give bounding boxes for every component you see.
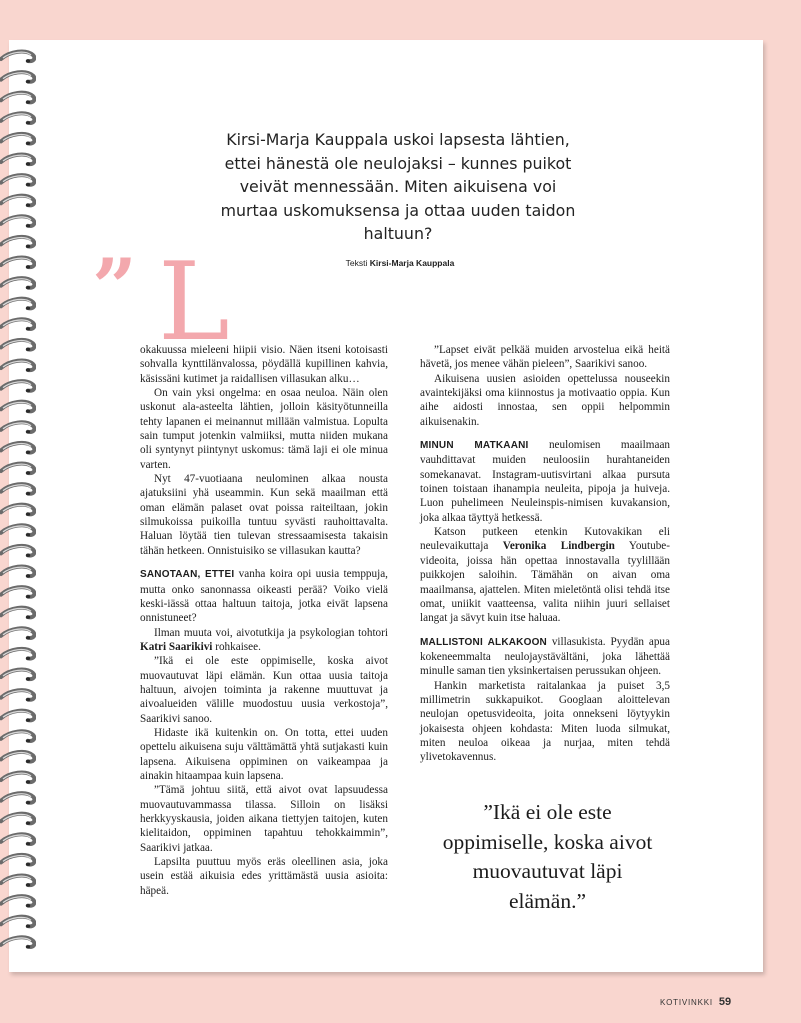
spiral-ring: [1, 937, 34, 948]
spiral-ring: [1, 402, 34, 413]
spiral-ring: [1, 175, 34, 186]
article-paragraph: ”Tämä johtuu siitä, että aivot ovat lapsuudessa muovautuvammassa tilassa. Silloin on lisäksi herkkyyskausia, joiden aikana tiettyjen taitojen, kuten kielitaidon, oppiminen tapahtuu tehokkaimmin”, Saarikivi jatkaa.: [140, 784, 388, 854]
article-column-1: [140, 343, 388, 898]
article-paragraph: Aikuisena uusien asioiden opettelussa nouseekin avaintekijäksi oma kiinnostus ja motivaatio oppia. Kun aihe aidosti innostaa, sen oppii helpommin aikuisenakin.: [420, 372, 670, 428]
spiral-ring: [1, 464, 34, 475]
article-paragraph: Nyt 47-vuotiaana neulominen alkaa nousta ajatuksiini yhä useammin. Kun sekä maailman että oman elämän palaset ovat poissa raiteiltaan, jokin silmukoissa puikoilla tuntuu syvästi rauhoittavalta. Haluan löytää tien tulevan stressaamisesta takaisin tähän hetkeen. Onnistuisiko se villasukan kautta?: [140, 473, 388, 557]
spiral-ring: [1, 258, 34, 269]
article-paragraph: Katson putkeen etenkin Kutovakikan eli neulevaikuttaja Veronika Lindbergin Youtube-videoita, joissa hän opettaa innostavalla tyylillään puikkojen saloihin. Tämähän on aivan oma maailmansa, ajattelen. Miten mieletöntä olisi tehdä itse omat, uniikit vaatteensa, valita niihin juuri sellaiset langat ja sävyt kuin itse haluaa.: [420, 526, 670, 625]
article-paragraph: SANOTAAN, ETTEI vanha koira opi uusia temppuja, mutta onko sanonnassa oikeasti perää? Voiko vielä keski-iässä ottaa haltuun taitoja, jotka eivät lapsena onnistuneet?: [140, 568, 388, 625]
spiral-ring: [1, 381, 34, 392]
spiral-ring: [1, 731, 34, 742]
spiral-ring: [1, 155, 34, 166]
article-paragraph: MINUN MATKAANI neulomisen maailmaan vauhdittavat muiden neuloosiin hurahtaneiden somekanavat. Instagram-uutisvirtani alkaa pursuta toinen toistaan ihanampia neuleita, pipoja ja huiveja. Luon puhelimeen Neuleinspis-nimisen kuvakansion, joka alkaa täyttyä hetkessä.: [420, 439, 671, 524]
spiral-ring: [1, 93, 34, 104]
spiral-ring: [1, 113, 34, 124]
intro-text: Kirsi-Marja Kauppala uskoi lapsesta lähtien, ettei hänestä ole neulojaksi – kunnes puikot veivät mennessään. Miten aikuisena voi murtaa uskomuksensa ja ottaa uuden taidon haltuun?: [220, 130, 576, 243]
spiral-ring: [1, 361, 34, 372]
subheading-lead: SANOTAAN, ETTEI: [140, 569, 235, 581]
spiral-ring: [1, 237, 34, 248]
spiral-ring: [1, 52, 34, 63]
subheading-lead: MALLISTONI ALKAKOON: [420, 636, 547, 648]
spiral-ring: [1, 546, 34, 557]
spiral-ring: [1, 773, 34, 784]
byline: [300, 258, 500, 268]
quote-mark-ornament: ”: [92, 242, 131, 333]
spiral-ring: [1, 608, 34, 619]
spiral-ring: [1, 216, 34, 227]
spiral-ring: [1, 628, 34, 639]
article-paragraph: ”Ikä ei ole este oppimiselle, koska aivot muovautuvat läpi elämän. Kun ottaa uusia taitoja haltuun, aivojen toiminta ja rakenne muuttuvat ja aivoalueiden välille muodostuu uusia verkostoja”, Saarikivi sanoo.: [140, 655, 388, 725]
spiral-binding: [0, 44, 36, 964]
article-paragraph: Ilman muuta voi, aivotutkija ja psykologian tohtori Katri Saarikivi rohkaisee.: [140, 626, 388, 653]
spiral-ring: [1, 690, 34, 701]
spiral-ring: [1, 484, 34, 495]
spiral-ring: [1, 443, 34, 454]
spiral-ring: [1, 422, 34, 433]
pull-quote: ”Ikä ei ole este oppimiselle, koska aivot muovautuvat läpi elämän.”: [442, 800, 653, 913]
byline-label: Teksti: [345, 258, 368, 268]
spiral-ring: [1, 72, 34, 83]
spiral-ring: [1, 834, 34, 845]
article-paragraph: On vain yksi ongelma: en osaa neuloa. Näin olen uskonut ala-asteelta lähtien, jolloin käsityötunneilla tehty lapanen ei meinannut millään valmistua. Lopulta sain tumput jotenkin valmiiksi, mutta niiden mukana oli syntynyt piintynyt uskomus: tämä laji ei ole minua varten.: [140, 387, 388, 471]
spiral-ring: [1, 587, 34, 598]
article-paragraph: MALLISTONI ALKAKOON villasukista. Pyydän apua kokeneemmalta neulojaystävältäni, joka lähettää minulle saman tien yksinkertaisen perussukan ohjeen.: [420, 635, 670, 678]
spiral-ring: [1, 196, 34, 207]
spiral-ring: [1, 855, 34, 866]
magazine-name: KOTIVINKKI: [660, 998, 713, 1007]
spiral-ring: [1, 649, 34, 660]
subheading-lead: MINUN MATKAANI: [420, 440, 529, 452]
person-name: Veronika Lindbergin: [502, 540, 615, 553]
article-paragraph: Lapsilta puuttuu myös eräs oleellinen asia, joka usein estää aikuisia edes yrittämästä uusia asioita: häpeä.: [140, 856, 388, 897]
spiral-ring: [1, 814, 34, 825]
article-paragraph: Hidaste ikä kuitenkin on. On totta, ettei uuden opettelu aikuisena suju välttämättä yhtä sutjakasti kuin lapsena. Aikuisena oppiminen on vaikeampaa ja ainakin hitaampaa kuin lapsena.: [140, 726, 388, 782]
spiral-ring: [1, 505, 34, 516]
spiral-ring: [1, 917, 34, 928]
article-paragraph: okakuussa mieleeni hiipii visio. Näen itseni kotoisasti sohvalla kynttilänvalossa, pöydällä kupillinen kahvia, käsissäni kutimet ja raidallisen villasukan alku…: [140, 344, 388, 385]
article-paragraph: Hankin marketista raitalankaa ja puiset 3,5 millimetrin sukkapuikot. Googlaan aloittelevan neulojan opetusvideoita, joita onnekseni löytyykin jokaisesta ohjeen kohdasta: Miten luoda silmukat, miten neuloa oikeaa ja nurjaa, miten tehdä ylivetokavennus.: [420, 679, 670, 764]
spiral-ring: [1, 299, 34, 310]
spiral-ring: [1, 525, 34, 536]
page-number: 59: [718, 996, 732, 1008]
article-paragraph: ”Lapset eivät pelkää muiden arvostelua eikä heitä hävetä, jos menee vähän pieleen”, Saarikivi sanoo.: [420, 344, 670, 371]
byline-author: Kirsi-Marja Kauppala: [369, 258, 455, 268]
person-name: Katri Saarikivi: [140, 640, 213, 653]
spiral-ring: [1, 670, 34, 681]
spiral-ring: [1, 752, 34, 763]
spiral-ring: [1, 896, 34, 907]
drop-cap: L: [158, 240, 230, 365]
spiral-ring: [1, 711, 34, 722]
spiral-ring: [1, 278, 34, 289]
page-footer: [660, 996, 731, 1008]
spiral-ring: [1, 340, 34, 351]
spiral-ring: [1, 134, 34, 145]
spiral-ring: [1, 793, 34, 804]
spiral-ring: [1, 319, 34, 330]
article-column-2: [420, 343, 670, 765]
spiral-ring: [1, 567, 34, 578]
spiral-ring: [1, 876, 34, 887]
